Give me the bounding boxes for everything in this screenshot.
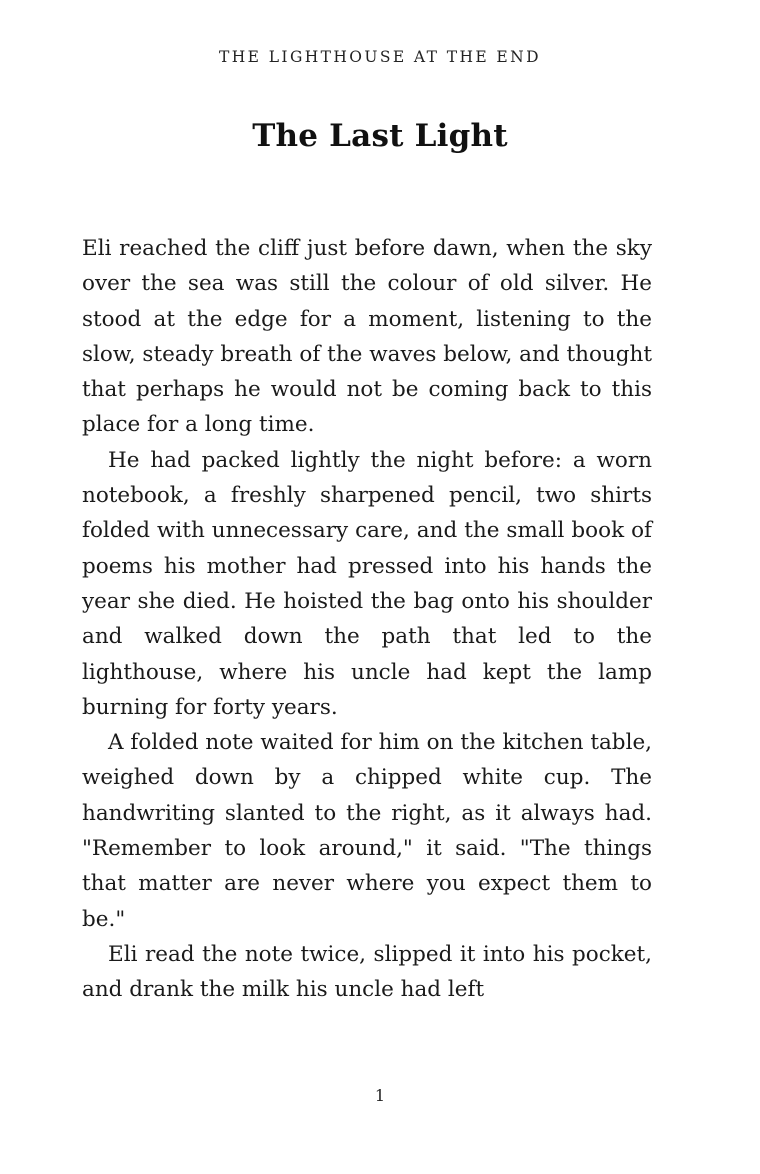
paragraph: Eli read the note twice, slipped it into his pocket, and drank the milk his uncle had left: [82, 941, 652, 1003]
paragraph: Eli reached the cliff just before dawn, when the sky over the sea was still the colour of old silver. He stood at the edge for a moment, listening to the slow, steady breath of the waves below, and thought that perhaps he would not be coming back to this place for a long time.: [82, 236, 652, 438]
body-text: [82, 231, 652, 1008]
running-header: THE LIGHTHOUSE AT THE END: [219, 48, 541, 66]
paragraph: He had packed lightly the night before: a worn notebook, a freshly sharpened pencil, two shirts folded with unnecessary care, and the small book of poems his mother had pressed into his hands the year she died. He hoisted the bag onto his shoulder and walked down the path that led to the lighthouse, where his uncle had kept the lamp burning for forty years.: [82, 447, 652, 720]
paragraph: A folded note waited for him on the kitchen table, weighed down by a chipped white cup. The handwriting slanted to the right, as it always had. "Remember to look around," it said. "The things that matter are never where you expect them to be.": [82, 730, 652, 932]
page-number: 1: [374, 1086, 386, 1105]
chapter-title: The Last Light: [252, 118, 508, 154]
